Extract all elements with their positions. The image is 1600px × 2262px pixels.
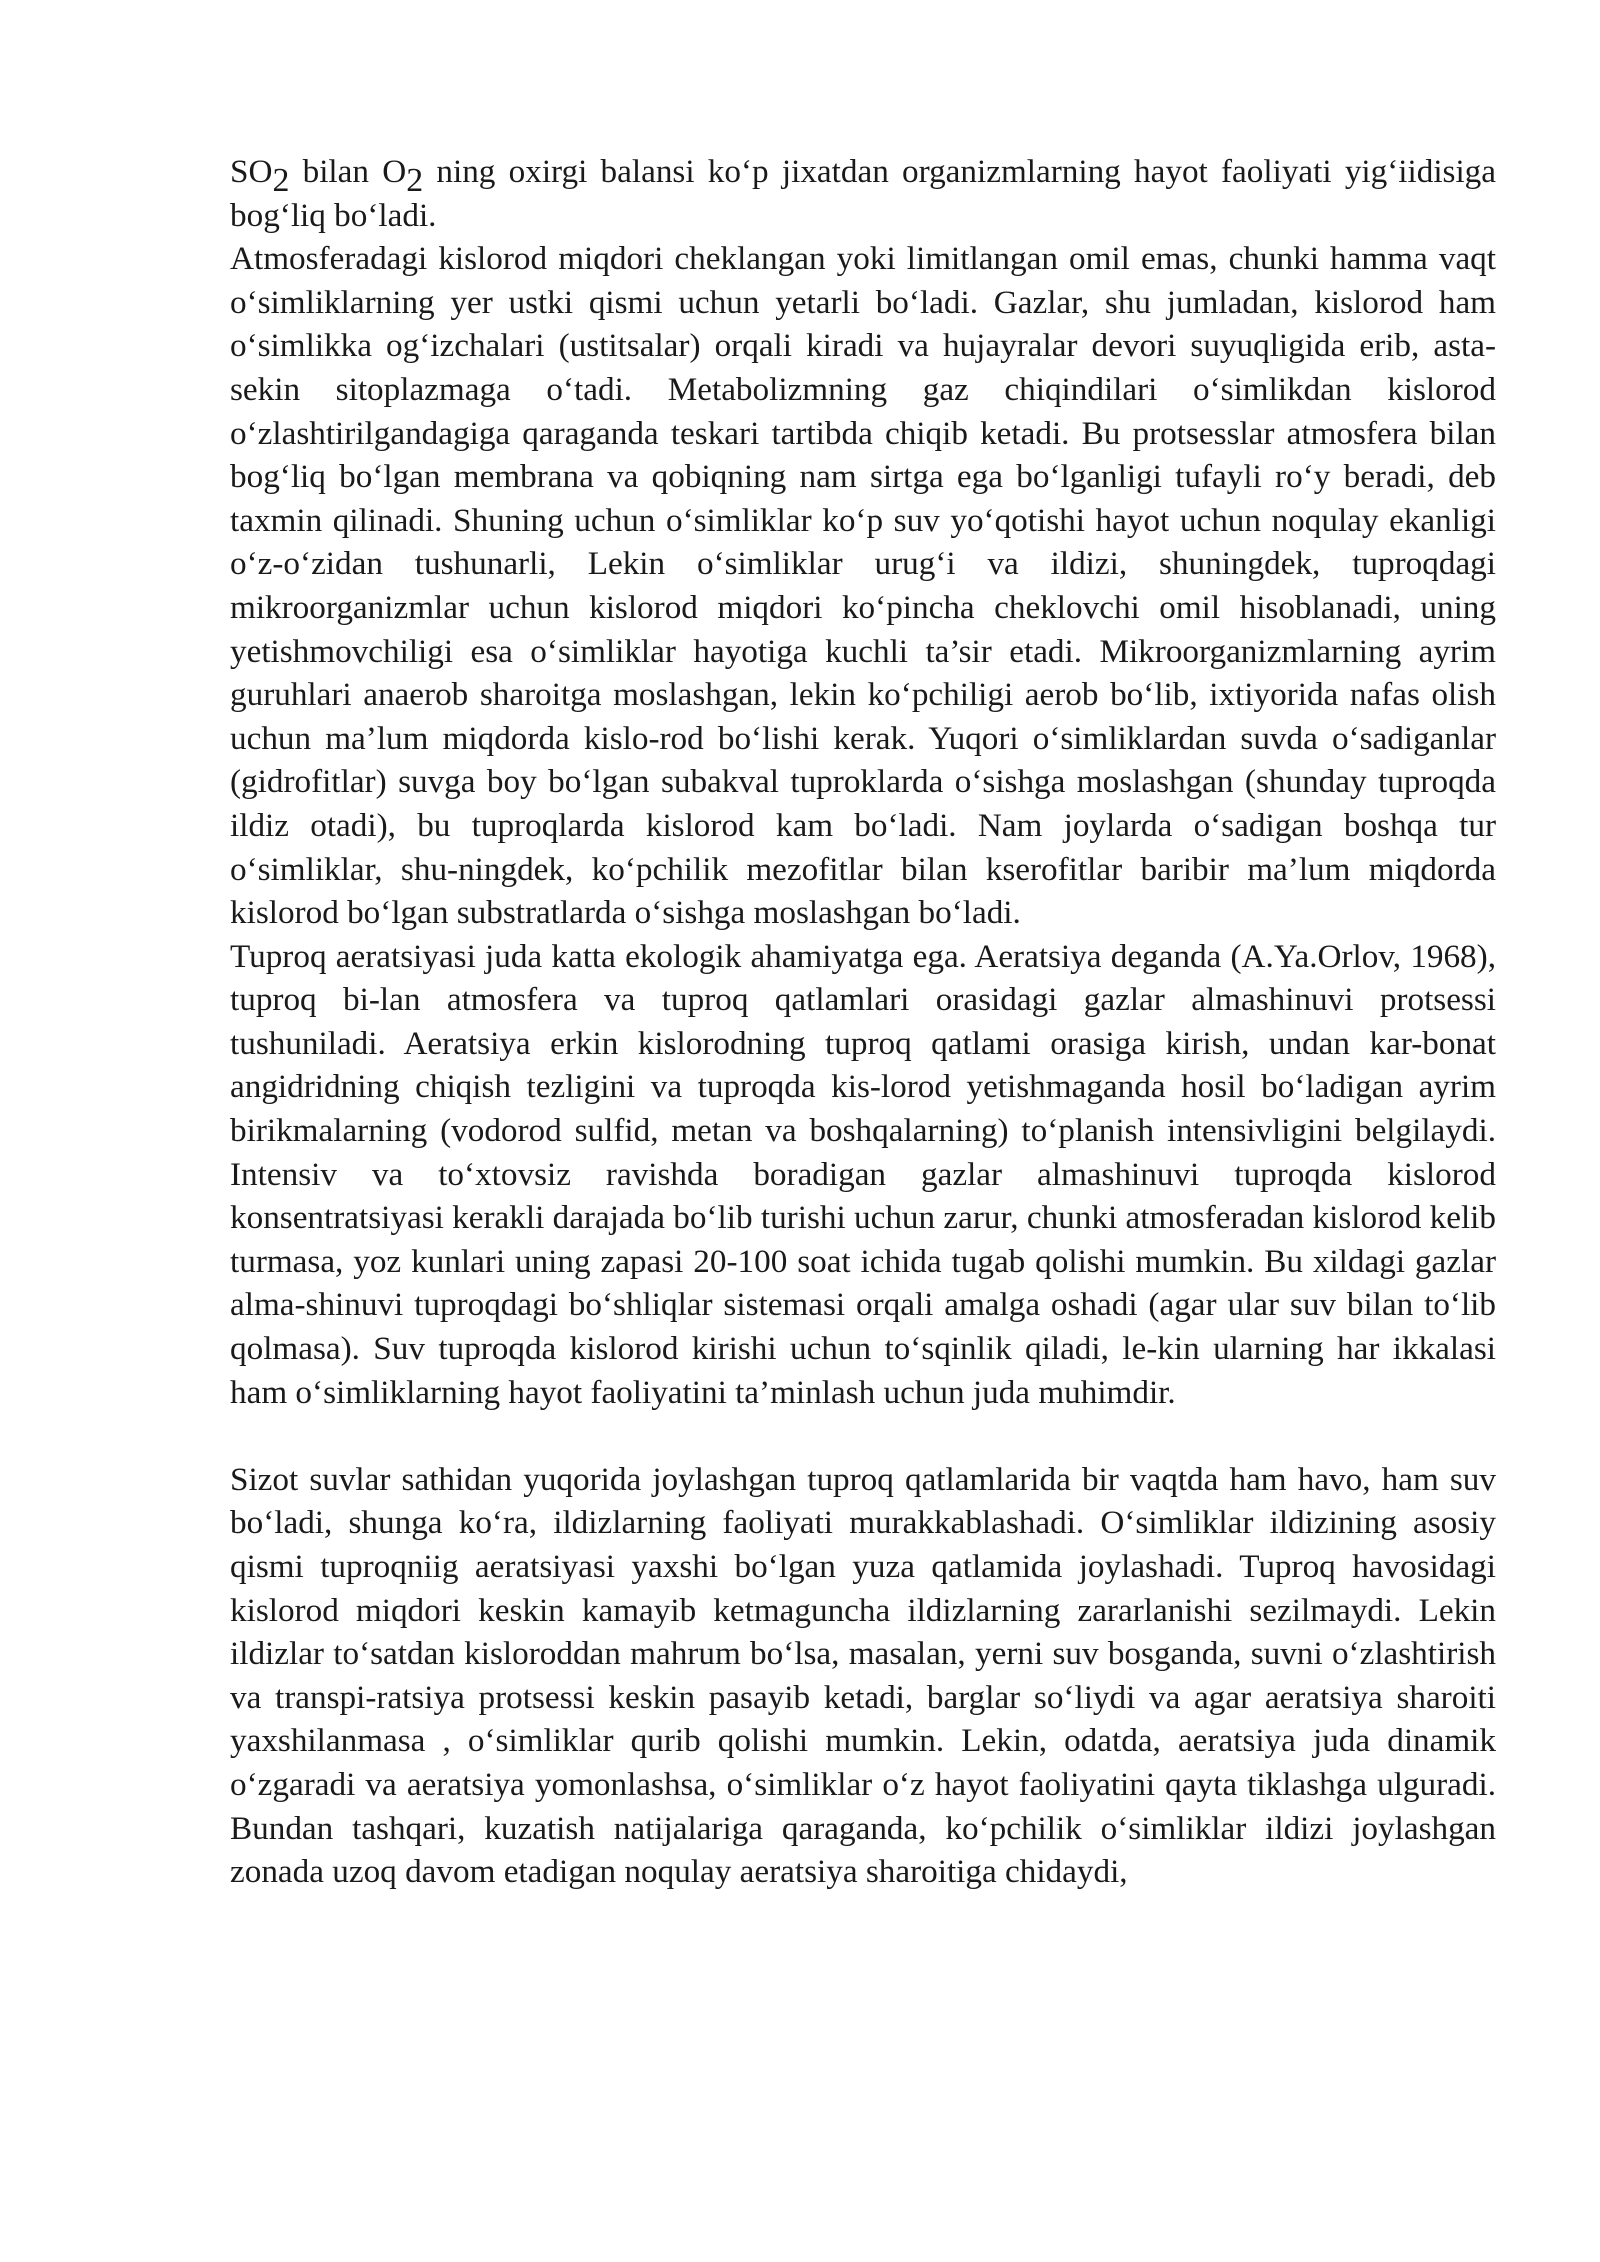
chem-connector: bilan xyxy=(289,153,383,190)
paragraph-gas-balance xyxy=(230,150,1496,237)
chem-so: SO xyxy=(230,153,273,190)
paragraph-text: ning oxirgi balansi ko‘p jixatdan organizmlarning hayot faoliyati yig‘iidisiga bog‘liq bo‘ladi. xyxy=(230,153,1497,234)
paragraph-atmospheric-oxygen: Atmosferadagi kislorod miqdori cheklangan yoki limitlangan omil emas, chunki hamma vaqt o‘simliklarning yer ustki qismi uchun yetarli bo‘ladi. Gazlar, shu jumladan, kislorod ham o‘simlikka og‘izchalari (ustitsalar) orqali kiradi va hujayralar devori suyuqligida erib, asta-sekin sitoplazmaga o‘tadi. Metabolizmning gaz chiqindilari o‘simlikdan kislorod o‘zlashtirilgandagiga qaraganda teskari tartibda chiqib ketadi. Bu protsesslar atmosfera bilan bog‘liq bo‘lgan membrana va qobiqning nam sirtga ega bo‘lganligi tufayli ro‘y beradi, deb taxmin qilinadi. Shuning uchun o‘simliklar ko‘p suv yo‘qotishi hayot uchun noqulay ekanligi o‘z-o‘zidan tushunarli, Lekin o‘simliklar urug‘i va ildizi, shuningdek, tuproqdagi mikroorganizmlar uchun kislorod miqdori ko‘pincha cheklovchi omil hisoblanadi, uning yetishmovchiligi esa o‘simliklar hayotiga kuchli ta’sir etadi. Mikroorganizmlarning ayrim guruhlari anaerob sharoitga moslashgan, lekin ko‘pchiligi aerob bo‘lib, ixtiyorida nafas olish uchun ma’lum miqdorda kislo-rod bo‘lishi kerak. Yuqori o‘simliklardan suvda o‘sadiganlar (gidrofitlar) suvga boy bo‘lgan subakval tuproklarda o‘sishga moslashgan (shunday tuproqda ildiz otadi), bu tuproqlarda kislorod kam bo‘ladi. Nam joylarda o‘sadigan boshqa tur o‘simliklar, shu-ningdek, ko‘pchilik mezofitlar bilan kserofitlar baribir ma’lum miqdorda kislorod bo‘lgan substratlarda o‘sishga moslashgan bo‘ladi. xyxy=(230,240,1496,932)
paragraph-groundwater-layers: Sizot suvlar sathidan yuqorida joylashgan tuproq qatlamlarida bir vaqtda ham havo, ham suv bo‘ladi, shunga ko‘ra, ildizlarning faoliyati murakkablashadi. O‘simliklar ildizining asosiy qismi tuproqniig aeratsiyasi yaxshi bo‘lgan yuza qatlamida joylashadi. Tuproq havosidagi kislorod miqdori keskin kamayib ketmaguncha ildizlarning zararlanishi sezilmaydi. Lekin ildizlar to‘satdan kisloroddan mahrum bo‘lsa, masalan, yerni suv bosganda, suvni o‘zlashtirish va transpi-ratsiya protsessi keskin pasayib ketadi, barglar so‘liydi va agar aeratsiya sharoiti yaxshilanmasa , o‘simliklar qurib qolishi mumkin. Lekin, odatda, aeratsiya juda dinamik o‘zgaradi va aeratsiya yomonlashsa, o‘simliklar o‘z hayot faoliyatini qayta tiklashga ulguradi. Bundan tashqari, kuzatish natijalariga qaraganda, ko‘pchilik o‘simliklar ildizi joylashgan zonada uzoq davom etadigan noqulay aeratsiya sharoitiga chidaydi, xyxy=(230,1460,1496,1891)
document-page xyxy=(230,150,1496,1894)
chem-so-subscript: 2 xyxy=(272,161,290,199)
chem-o: O xyxy=(382,153,407,190)
chem-o-subscript: 2 xyxy=(406,161,424,199)
chemical-formula-o2 xyxy=(382,153,423,199)
paragraph-soil-aeration: Tuproq aeratsiyasi juda katta ekologik ahamiyatga ega. Aeratsiya deganda (A.Ya.Orlov, 1968), tuproq bi-lan atmosfera va tuproq qatlamlari orasidagi gazlar almashinuvi protsessi tushuniladi. Aeratsiya erkin kislorodning tuproq qatlami orasiga kirish, undan kar-bonat angidridning chiqish tezligini va tuproqda kis-lorod yetishmaganda hosil bo‘ladigan ayrim birikmalarning (vodorod sulfid, metan va boshqalarning) to‘planish intensivligini belgilaydi. Intensiv va to‘xtovsiz ravishda boradigan gazlar almashinuvi tuproqda kislorod konsentratsiyasi kerakli darajada bo‘lib turishi uchun zarur, chunki atmosferadan kislorod kelib turmasa, yoz kunlari uning zapasi 20-100 soat ichida tugab qolishi mumkin. Bu xildagi gazlar alma-shinuvi tuproqdagi bo‘shliqlar sistemasi orqali amalga oshadi (agar ular suv bilan to‘lib qolmasa). Suv tuproqda kislorod kirishi uchun to‘sqinlik qiladi, le-kin ularning har ikkalasi ham o‘simliklarning hayot faoliyatini ta’minlash uchun juda muhimdir. xyxy=(230,937,1496,1411)
chemical-formula-so2 xyxy=(230,153,289,199)
